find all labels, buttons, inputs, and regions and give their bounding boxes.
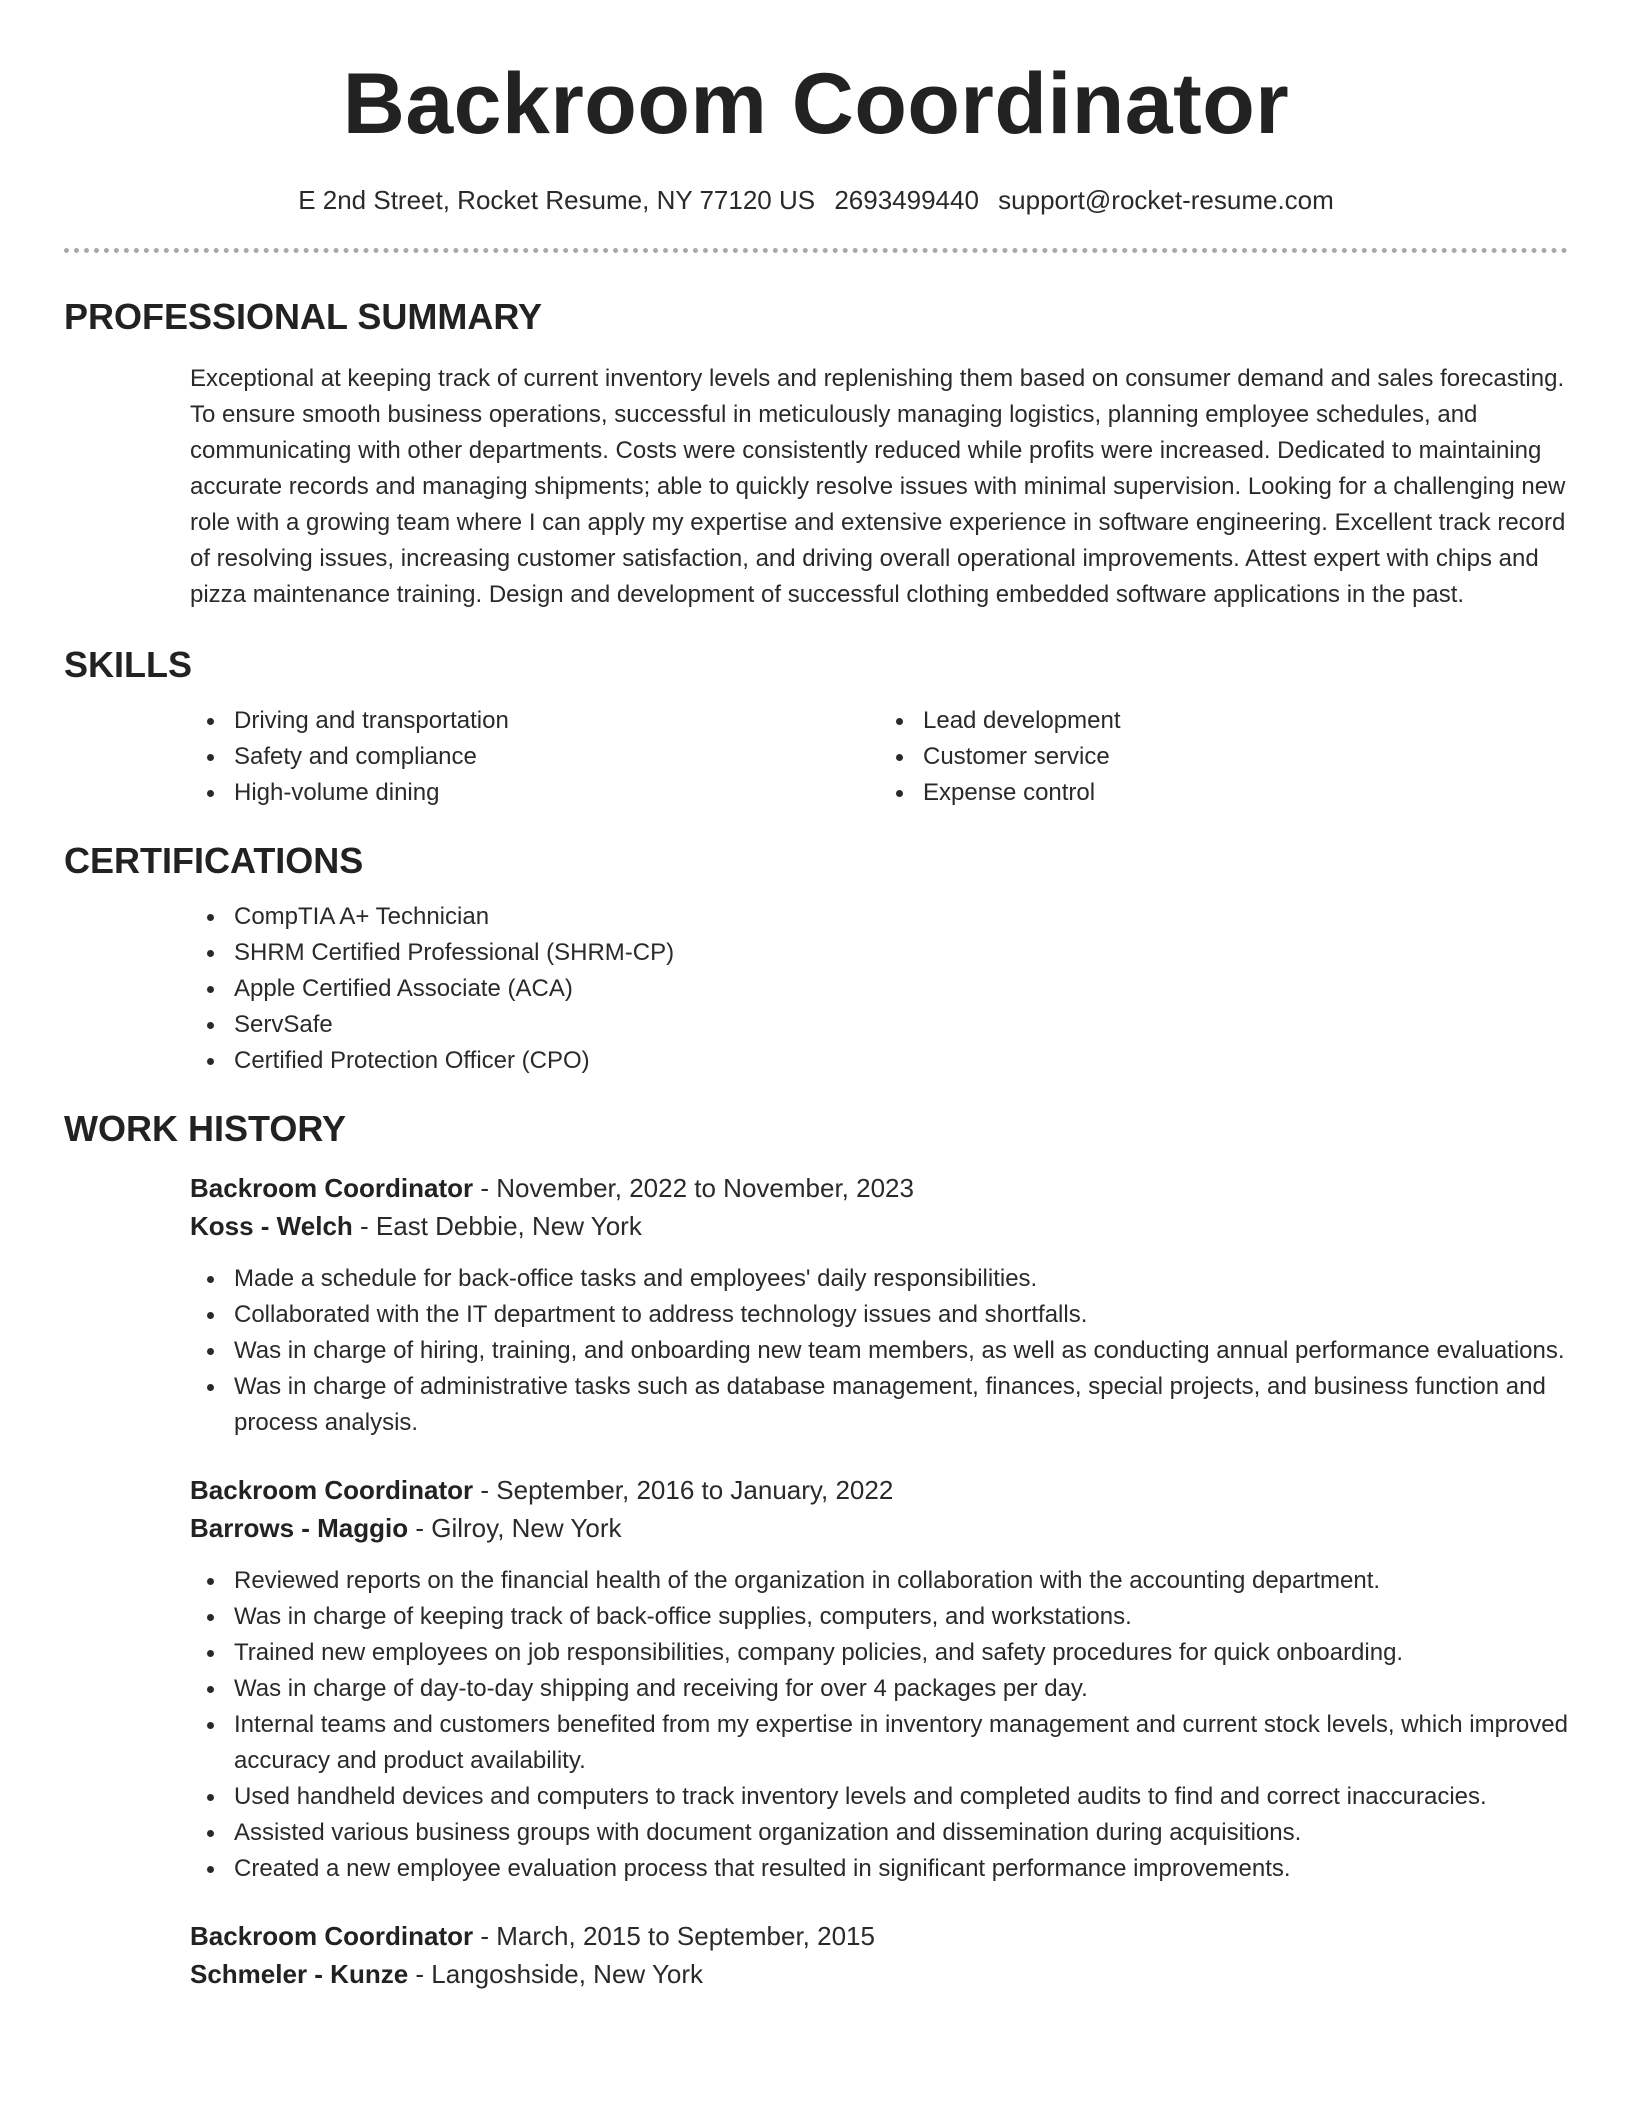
job-entry — [190, 1471, 1568, 1887]
job-duty: Assisted various business groups with document organization and dissemination during acquisitions. — [234, 1815, 1568, 1851]
skill-item: Safety and compliance — [234, 739, 879, 775]
job-role: Backroom Coordinator — [190, 1475, 474, 1505]
work-history-heading: WORK HISTORY — [64, 1108, 347, 1149]
job-location: - Gilroy, New York — [408, 1513, 622, 1543]
candidate-name: Backroom Coordinator — [342, 56, 1290, 152]
job-duty: Internal teams and customers benefited from my expertise in inventory management and current stock levels, which improved accuracy and product availability. — [234, 1707, 1568, 1779]
job-company: Schmeler - Kunze — [190, 1959, 409, 1989]
job-duty: Used handheld devices and computers to track inventory levels and completed audits to find and correct inaccuracies. — [234, 1779, 1568, 1815]
header-divider — [64, 248, 1568, 253]
job-dates: - November, 2022 to November, 2023 — [473, 1173, 914, 1203]
job-location: - East Debbie, New York — [352, 1211, 642, 1241]
job-company: Barrows - Maggio — [190, 1513, 409, 1543]
job-duty: Created a new employee evaluation process that resulted in significant performance improvements. — [234, 1851, 1568, 1887]
skill-item: Driving and transportation — [234, 703, 879, 739]
job-entry — [190, 1917, 1568, 1993]
job-company-line — [190, 1207, 1568, 1245]
skill-item: Lead development — [923, 703, 1568, 739]
summary-text: Exceptional at keeping track of current inventory levels and replenishing them based on consumer demand and sales forecasting. To ensure smooth business operations, successful in meticulously managing logistics, planning employee schedules, and communicating with other departments. Costs were consistently reduced while profits were increased. Dedicated to maintaining accurate records and managing shipments; able to quickly resolve issues with minimal supervision. Looking for a challenging new role with a growing team where I can apply my expertise and extensive experience in software engineering. Excellent track record of resolving issues, increasing customer satisfaction, and driving overall operational improvements. Attest expert with chips and pizza maintenance training. Design and development of successful clothing embedded software applications in the past. — [190, 365, 1566, 608]
job-title-line — [190, 1917, 1568, 1955]
certifications-list — [190, 899, 1568, 1079]
job-duty: Was in charge of administrative tasks such as database management, finances, special projects, and business function and process analysis. — [234, 1369, 1568, 1441]
skill-item: Expense control — [923, 775, 1568, 811]
certification-item: Apple Certified Associate (ACA) — [234, 971, 1568, 1007]
job-duty: Was in charge of day-to-day shipping and receiving for over 4 packages per day. — [234, 1671, 1568, 1707]
skills-heading: SKILLS — [64, 644, 193, 685]
contact-phone: 2693499440 — [834, 185, 979, 215]
skills-column-right — [879, 703, 1568, 811]
skill-item: Customer service — [923, 739, 1568, 775]
job-duty: Made a schedule for back-office tasks and employees' daily responsibilities. — [234, 1261, 1568, 1297]
job-duties — [190, 1563, 1568, 1887]
job-duties — [190, 1261, 1568, 1441]
skills-column-left — [190, 703, 879, 811]
job-location: - Langoshside, New York — [408, 1959, 704, 1989]
job-company-line — [190, 1955, 1568, 1993]
job-entry — [190, 1169, 1568, 1441]
job-duty: Collaborated with the IT department to address technology issues and shortfalls. — [234, 1297, 1568, 1333]
resume-page — [64, 0, 1568, 1993]
job-role: Backroom Coordinator — [190, 1921, 474, 1951]
certification-item: Certified Protection Officer (CPO) — [234, 1043, 1568, 1079]
job-dates: - March, 2015 to September, 2015 — [473, 1921, 875, 1951]
certifications-heading: CERTIFICATIONS — [64, 840, 364, 881]
job-dates: - September, 2016 to January, 2022 — [473, 1475, 894, 1505]
certification-item: SHRM Certified Professional (SHRM-CP) — [234, 935, 1568, 971]
job-title-line — [190, 1169, 1568, 1207]
job-duty: Trained new employees on job responsibilities, company policies, and safety procedures for quick onboarding. — [234, 1635, 1568, 1671]
job-title-line — [190, 1471, 1568, 1509]
certification-item: CompTIA A+ Technician — [234, 899, 1568, 935]
certification-item: ServSafe — [234, 1007, 1568, 1043]
contact-info — [64, 182, 1568, 218]
job-role: Backroom Coordinator — [190, 1173, 474, 1203]
skills-list — [190, 703, 1568, 811]
job-duty: Was in charge of hiring, training, and onboarding new team members, as well as conducting annual performance evaluations. — [234, 1333, 1568, 1369]
contact-address: E 2nd Street, Rocket Resume, NY 77120 US — [298, 185, 816, 215]
summary-heading: PROFESSIONAL SUMMARY — [64, 296, 543, 337]
job-company-line — [190, 1509, 1568, 1547]
skill-item: High-volume dining — [234, 775, 879, 811]
job-company: Koss - Welch — [190, 1211, 353, 1241]
contact-email: support@rocket-resume.com — [998, 185, 1334, 215]
job-duty: Was in charge of keeping track of back-office supplies, computers, and workstations. — [234, 1599, 1568, 1635]
job-duty: Reviewed reports on the financial health of the organization in collaboration with the accounting department. — [234, 1563, 1568, 1599]
